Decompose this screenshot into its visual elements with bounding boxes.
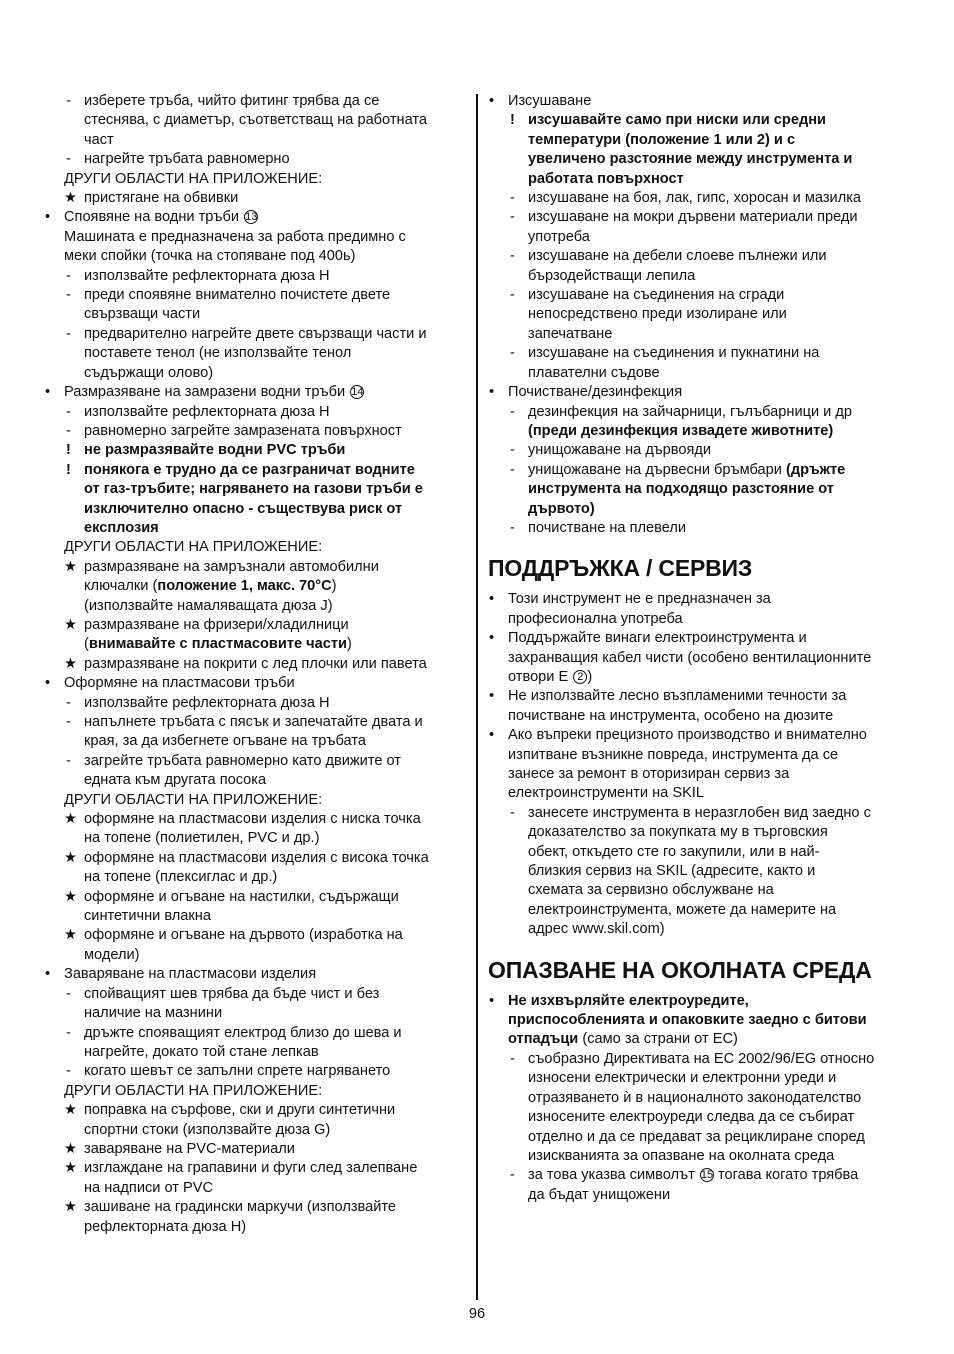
line-text: напълнете тръбата с пясък и запечатайте двата и xyxy=(84,714,423,730)
text-line xyxy=(488,784,913,803)
text-line xyxy=(488,1011,913,1030)
line-text: отвори E xyxy=(508,668,569,685)
line-text: изглаждане на грапавини и фуги след залепване xyxy=(84,1160,418,1177)
text-line xyxy=(44,907,464,926)
line-text: на топене (плексиглас и др.) xyxy=(84,869,278,886)
line-text: съобразно Директивата на ЕС 2002/96/EG относно xyxy=(528,1050,875,1067)
line-text: (използвайте намаляващата дюза J) xyxy=(84,597,333,614)
text-line xyxy=(44,1218,464,1237)
dash-marker: - xyxy=(510,345,515,362)
bullet-marker: • xyxy=(489,93,495,109)
text-line xyxy=(44,985,464,1004)
text-line xyxy=(488,247,913,266)
text-line xyxy=(488,1108,913,1127)
line-text: експлозия xyxy=(84,519,159,536)
text-line xyxy=(488,1050,913,1069)
line-text: отразяването ѝ в националното законодателство xyxy=(528,1089,862,1106)
line-text: инструмента на подходящо разстояние от xyxy=(528,481,834,498)
line-text: близкия сервиз на SKIL (адресите, както и xyxy=(528,863,816,880)
line-text: захранващия кабел чисти (особено вентилационните xyxy=(508,649,872,666)
section-heading: ПОДДРЪЖКА / СЕРВИЗ xyxy=(488,555,753,582)
line-text: поставете тенол (не използвайте тенол xyxy=(84,345,352,362)
line-text: схемата за сервизно обслужване на xyxy=(528,882,774,899)
line-text: запечатване xyxy=(528,325,613,342)
dash-marker: - xyxy=(66,752,71,769)
line-text: Машината е предназначена за работа предимно с xyxy=(64,228,406,245)
text-line xyxy=(488,208,913,227)
warning-marker: ! xyxy=(510,112,515,129)
line-text: поправка на сърфове, ски и други синтетични xyxy=(84,1102,396,1119)
line-text: да бъдат унищожени xyxy=(528,1186,671,1203)
text-line xyxy=(44,500,464,519)
text-line xyxy=(488,170,913,189)
text-line xyxy=(488,1069,913,1088)
star-marker: ★ xyxy=(64,616,78,633)
text-line xyxy=(488,325,913,344)
text-line xyxy=(44,694,464,713)
left-column xyxy=(44,92,464,1237)
text-line xyxy=(488,707,913,726)
text-line xyxy=(44,1159,464,1178)
text-line xyxy=(44,771,464,790)
text-line xyxy=(44,228,464,247)
text-line xyxy=(44,616,464,635)
text-line xyxy=(44,558,464,577)
line-text: рефлекторната дюза H) xyxy=(84,1218,247,1235)
text-line xyxy=(488,189,913,208)
text-line xyxy=(44,519,464,538)
bold-text: (дръжте xyxy=(785,461,846,478)
line-text: изключително опасно - съществува риск от xyxy=(84,500,403,517)
line-text: наличие на мазнини xyxy=(84,1005,223,1022)
warning-marker: ! xyxy=(66,442,71,459)
line-text: професионална употреба xyxy=(508,610,683,627)
line-text: изсушаване на съединения на сгради xyxy=(528,287,785,304)
text-line xyxy=(488,500,913,519)
text-line xyxy=(488,649,913,668)
figure-reference-badge: 14 xyxy=(351,386,364,399)
text-line xyxy=(488,726,913,745)
text-line xyxy=(488,131,913,150)
line-text: унищожаване на дървесни бръмбари xyxy=(528,461,786,478)
text-line xyxy=(44,286,464,305)
text-line xyxy=(488,1166,913,1185)
dash-marker: - xyxy=(66,287,71,304)
text-line xyxy=(44,1101,464,1120)
dash-marker: - xyxy=(510,519,515,536)
text-line xyxy=(44,868,464,887)
text-line xyxy=(488,765,913,784)
text-line xyxy=(44,247,464,266)
dash-marker: - xyxy=(66,325,71,342)
text-line xyxy=(44,189,464,208)
line-text: зашиване на градински маркучи (използвайте xyxy=(84,1199,397,1216)
bullet-marker: • xyxy=(489,688,495,705)
line-text: електроинструменти на SKIL xyxy=(508,785,704,802)
text-line xyxy=(488,746,913,765)
line-text-tail: (само за страни от ЕС) xyxy=(578,1031,738,1048)
text-line xyxy=(44,1043,464,1062)
line-text: изискванията за опазване на околната среда xyxy=(528,1147,835,1164)
star-marker: ★ xyxy=(64,1140,78,1157)
text-line xyxy=(44,267,464,286)
text-line xyxy=(44,577,464,596)
right-column xyxy=(488,92,913,1205)
text-line xyxy=(44,597,464,616)
line-text: оформяне на пластмасови изделия с висока точка xyxy=(84,849,429,866)
text-line xyxy=(488,92,913,111)
line-text: унищожаване на дървояди xyxy=(528,442,712,459)
line-text: обект, откъдето сте го закупили, или в най- xyxy=(528,843,820,860)
text-line xyxy=(44,461,464,480)
star-marker: ★ xyxy=(64,190,78,207)
text-line xyxy=(488,920,913,939)
line-text: ДРУГИ ОБЛАСТИ НА ПРИЛОЖЕНИЕ: xyxy=(64,791,323,808)
dash-marker: - xyxy=(66,403,71,420)
figure-reference-badge: 2 xyxy=(573,670,587,684)
dash-marker: - xyxy=(66,985,71,1002)
bullet-marker: • xyxy=(45,966,51,983)
text-line xyxy=(488,383,913,402)
text-line xyxy=(44,713,464,732)
bullet-marker: • xyxy=(489,727,495,744)
star-marker: ★ xyxy=(64,927,78,944)
text-line xyxy=(488,590,913,609)
line-text: понякога е трудно да се разграничат водните xyxy=(84,461,415,478)
line-text: синтетични влакна xyxy=(84,908,211,925)
line-text: Размразяване на замразени водни тръби xyxy=(64,384,346,401)
line-text: Изсушаване xyxy=(508,93,592,109)
line-text: не размразявайте водни PVC тръби xyxy=(84,442,346,459)
line-text: за това указва символът xyxy=(528,1167,695,1184)
line-text-tail: ) xyxy=(587,668,593,685)
bullet-marker: • xyxy=(45,384,51,401)
line-text: дръжте споявaщият електрод близо до шева и xyxy=(84,1024,402,1041)
line-text: размразяване на замръзнали автомобилни xyxy=(84,558,379,575)
text-line xyxy=(488,823,913,842)
text-line xyxy=(488,403,913,422)
line-text: размразяване на покрити с лед плочки или павета xyxy=(84,655,427,672)
line-text: от газ-тръбите; нагряването на газови тръби е xyxy=(84,481,423,498)
dash-marker: - xyxy=(66,1024,71,1041)
text-line xyxy=(488,422,913,441)
line-text: Поддържайте винаги електроинструмента и xyxy=(508,630,807,647)
star-marker: ★ xyxy=(64,849,78,866)
star-marker: ★ xyxy=(64,811,78,828)
text-line xyxy=(44,344,464,363)
line-text-tail: ) xyxy=(347,636,352,653)
line-text: Почистване/дезинфекция xyxy=(508,384,683,401)
text-line xyxy=(44,131,464,150)
line-text: оформяне на пластмасови изделия с ниска точка xyxy=(84,811,421,828)
page-number: 96 xyxy=(468,1306,486,1322)
line-text: свързващи части xyxy=(84,306,201,323)
text-line xyxy=(488,901,913,920)
figure-reference-badge: 15 xyxy=(700,1169,714,1182)
line-text: едната към другата посока xyxy=(84,772,267,789)
line-text: нагрейте тръбата равномерно xyxy=(84,151,290,168)
text-line xyxy=(488,610,913,629)
text-line xyxy=(44,888,464,907)
text-line xyxy=(488,480,913,499)
line-text: Този инструмент не е предназначен за xyxy=(508,591,771,608)
line-text: занесете инструмента в неразглобен вид заедно с xyxy=(528,804,871,821)
star-marker: ★ xyxy=(64,1102,78,1119)
text-line xyxy=(488,267,913,286)
line-text: стеснява, с диаметър, съответстващ на работната xyxy=(84,112,428,129)
line-text: меки спойки (точка на стопяване под 400ь) xyxy=(64,248,356,265)
text-line xyxy=(488,992,913,1011)
dash-marker: - xyxy=(510,190,515,207)
text-line xyxy=(488,804,913,823)
text-line xyxy=(488,344,913,363)
line-text: модели) xyxy=(84,946,140,963)
dash-marker: - xyxy=(66,267,71,284)
text-line xyxy=(488,629,913,648)
dash-marker: - xyxy=(510,1167,515,1184)
line-text: изсушаване на дебели слоеве пълнежи или xyxy=(528,248,827,265)
line-text: пристягане на обвивки xyxy=(84,190,239,207)
line-text: когато шевът се запълни спрете нагряването xyxy=(84,1063,391,1080)
line-text: плавателни съдове xyxy=(528,364,660,381)
line-text: част xyxy=(84,131,114,148)
line-text: отделно и да се предават за рециклиране според xyxy=(528,1128,865,1145)
text-line xyxy=(44,732,464,751)
line-text: оформяне и огъване на настилки, съдържащи xyxy=(84,888,399,905)
line-text: ( xyxy=(84,636,89,653)
text-line xyxy=(44,752,464,771)
line-text: изпитване възникне повреда, инструмента да се xyxy=(508,746,839,763)
text-line xyxy=(488,687,913,706)
text-line xyxy=(44,655,464,674)
line-text: спортни стоки (използвайте дюза G) xyxy=(84,1121,331,1138)
line-text: използвайте рефлекторната дюза H xyxy=(84,694,330,711)
line-text: изсушаване на мокри дървени материали преди xyxy=(528,209,858,226)
line-text: Заваряване на пластмасови изделия xyxy=(64,966,317,983)
text-line xyxy=(44,208,464,227)
figure-reference-badge: 13 xyxy=(245,211,258,224)
line-text: занесе за ремонт в оторизиран сервиз за xyxy=(508,766,790,782)
line-text: (преди дезинфекция извадете животните) xyxy=(528,422,834,439)
text-line xyxy=(44,305,464,324)
text-line xyxy=(44,965,464,984)
line-text: изсушаване на боя, лак, гипс, хоросан и мазилка xyxy=(528,190,862,207)
line-text: Ако въпреки прецизното производство и внимателно xyxy=(508,727,867,744)
line-text: употреба xyxy=(528,228,590,245)
bullet-marker: • xyxy=(489,630,495,647)
dash-marker: - xyxy=(510,403,515,420)
line-text-tail: ) xyxy=(331,578,337,595)
text-line xyxy=(488,843,913,862)
line-text: Споявяне на водни тръби xyxy=(64,209,240,226)
bold-text: отпадъци xyxy=(508,1031,579,1048)
line-text: работата повърхност xyxy=(528,170,684,187)
section-heading: ОПАЗВАНЕ НА ОКОЛНАТА СРЕДА xyxy=(488,956,872,983)
text-line xyxy=(44,422,464,441)
text-line xyxy=(488,286,913,305)
line-text: размразяване на фризери/хладилници xyxy=(84,616,349,633)
line-text: дървото) xyxy=(528,500,595,517)
text-line xyxy=(44,1179,464,1198)
text-line xyxy=(488,1030,913,1049)
text-line xyxy=(488,668,913,687)
text-line xyxy=(488,1128,913,1147)
text-line xyxy=(44,926,464,945)
text-line xyxy=(44,946,464,965)
line-text: съдържащи олово) xyxy=(84,364,214,381)
line-text: адрес www.skil.com) xyxy=(528,921,665,938)
line-text: равномерно загрейте замразената повърхност xyxy=(84,422,402,439)
line-text: оформяне и огъване на дървото (изработка на xyxy=(84,927,403,944)
line-text: края, за да избегнете огъване на тръбата xyxy=(84,733,366,750)
text-line xyxy=(488,461,913,480)
line-text: почистване на инструмента, особено на дюзите xyxy=(508,707,834,724)
text-line xyxy=(44,674,464,693)
text-line xyxy=(488,1089,913,1108)
line-text: на надписи от PVC xyxy=(84,1179,214,1196)
line-text: приспособленията и опаковките заедно с битови xyxy=(508,1012,867,1029)
line-text: предварително нагрейте двете свързващи части и xyxy=(84,325,427,342)
line-text: изберете тръба, чийто фитинг трябва да се xyxy=(84,93,380,109)
text-line xyxy=(488,111,913,130)
dash-marker: - xyxy=(510,461,515,478)
text-line xyxy=(44,480,464,499)
line-text: преди споявяне внимателно почистете двете xyxy=(84,287,391,304)
line-text: Оформяне на пластмасови тръби xyxy=(64,675,295,692)
text-line xyxy=(44,150,464,169)
line-text: заваряване на PVC-материали xyxy=(84,1140,295,1157)
bold-text: внимавайте с пластмасовите части xyxy=(88,636,348,653)
text-line xyxy=(44,849,464,868)
line-text: нагрейте, докато той стане лепкав xyxy=(84,1043,319,1060)
line-text: износени електрически и електронни уреди и xyxy=(528,1070,837,1087)
star-marker: ★ xyxy=(64,558,78,575)
text-line xyxy=(44,364,464,383)
bullet-marker: • xyxy=(489,591,495,608)
text-line xyxy=(44,1121,464,1140)
text-line xyxy=(44,1198,464,1217)
line-text: почистване на плевели xyxy=(528,519,687,536)
dash-marker: - xyxy=(510,248,515,265)
bullet-marker: • xyxy=(45,209,51,226)
dash-marker: - xyxy=(66,151,71,168)
text-line xyxy=(488,305,913,324)
line-text: изсушавайте само при ниски или средни xyxy=(528,112,826,129)
text-line xyxy=(44,92,464,111)
text-line xyxy=(44,1024,464,1043)
star-marker: ★ xyxy=(64,1199,78,1216)
line-text: на топене (полиетилен, PVC и др.) xyxy=(84,830,320,847)
text-line xyxy=(44,1062,464,1081)
text-line xyxy=(44,791,464,810)
line-text: непосредствено преди изолиране или xyxy=(528,306,787,323)
warning-marker: ! xyxy=(66,461,71,478)
text-line xyxy=(488,862,913,881)
text-line xyxy=(44,810,464,829)
bold-text: положение 1, макс. 70°C xyxy=(157,578,332,595)
text-line xyxy=(44,538,464,557)
text-line xyxy=(44,383,464,402)
text-line xyxy=(488,1186,913,1205)
dash-marker: - xyxy=(510,804,515,821)
line-text: използвайте рефлекторната дюза H xyxy=(84,403,330,420)
text-line xyxy=(44,1004,464,1023)
text-line xyxy=(488,150,913,169)
line-text: дезинфекция на зайчарници, гълъбарници и др xyxy=(528,403,852,420)
text-line xyxy=(44,635,464,654)
dash-marker: - xyxy=(510,209,515,226)
line-text: доказателство за покупката му в търговския xyxy=(528,824,828,841)
text-line xyxy=(488,519,913,538)
text-line xyxy=(488,364,913,383)
dash-marker: - xyxy=(66,93,71,109)
dash-marker: - xyxy=(66,694,71,711)
text-line xyxy=(44,111,464,130)
text-line xyxy=(44,403,464,422)
line-text: ключалки ( xyxy=(84,578,158,595)
text-line xyxy=(488,228,913,247)
text-line xyxy=(488,441,913,460)
line-text: ДРУГИ ОБЛАСТИ НА ПРИЛОЖЕНИЕ: xyxy=(64,1082,323,1099)
dash-marker: - xyxy=(66,714,71,730)
text-line xyxy=(44,441,464,460)
bullet-marker: • xyxy=(489,992,495,1009)
text-line xyxy=(488,881,913,900)
text-line xyxy=(44,1140,464,1159)
star-marker: ★ xyxy=(64,655,78,672)
dash-marker: - xyxy=(510,442,515,459)
text-line xyxy=(44,829,464,848)
dash-marker: - xyxy=(66,1063,71,1080)
text-line xyxy=(44,170,464,189)
star-marker: ★ xyxy=(64,1160,78,1177)
line-text: електроинструмента, можете да намерите на xyxy=(528,901,837,918)
line-text: използвайте рефлекторната дюза H xyxy=(84,267,330,284)
line-text: Не изхвърляйте електроуредите, xyxy=(508,992,749,1009)
line-text: загрейте тръбата равномерно като движите от xyxy=(84,752,401,769)
dash-marker: - xyxy=(510,287,515,304)
line-text: спойващият шев трябва да бъде чист и без xyxy=(84,985,380,1002)
line-text: Не използвайте лесно възпламеними течности за xyxy=(508,688,847,705)
text-line xyxy=(44,1082,464,1101)
dash-marker: - xyxy=(510,1050,515,1067)
line-text: увеличено разстояние между инструмента и xyxy=(528,151,853,168)
line-text: ДРУГИ ОБЛАСТИ НА ПРИЛОЖЕНИЕ: xyxy=(64,539,323,556)
bullet-marker: • xyxy=(45,675,51,692)
bullet-marker: • xyxy=(489,384,495,401)
line-text: ДРУГИ ОБЛАСТИ НА ПРИЛОЖЕНИЕ: xyxy=(64,170,323,187)
star-marker: ★ xyxy=(64,888,78,905)
text-line xyxy=(44,325,464,344)
line-text-tail: тогава когато трябва xyxy=(713,1167,859,1184)
line-text: изсушаване на съединения и пукнатини на xyxy=(528,345,820,362)
text-line xyxy=(488,1147,913,1166)
line-text: температури (положение 1 или 2) и с xyxy=(528,131,796,148)
line-text: бързодействащи лепила xyxy=(528,267,696,284)
line-text: износените електроуреди следва да се събират xyxy=(528,1109,855,1126)
dash-marker: - xyxy=(66,422,71,439)
column-divider xyxy=(476,94,478,1300)
